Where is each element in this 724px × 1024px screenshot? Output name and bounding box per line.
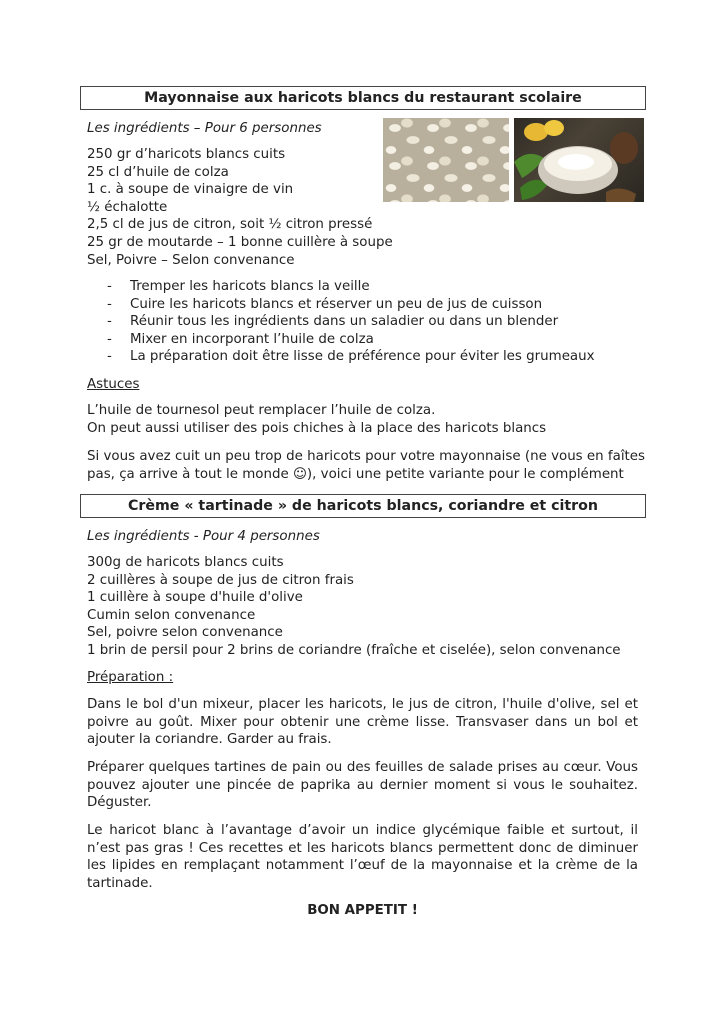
ingredient-line: 250 gr d’haricots blancs cuits [87,147,286,162]
closing-text: BON APPETIT ! [307,903,418,918]
ingredient-line: 25 cl d’huile de colza [87,164,229,180]
ingredient-line: 1 cuillère à soupe d'huile d'olive [87,590,303,606]
ingredient-line: 2,5 cl de jus de citron, soit ½ citron pressé [87,217,373,233]
recipe1-steps-list [87,278,595,366]
ingredient-line: 2 cuillères à soupe de jus de citron frais [87,572,354,588]
ingredient-line: Sel, Poivre – Selon convenance [87,252,295,268]
recipe1-ingredients-list [87,146,393,269]
prep-paragraph: Dans le bol d'un mixeur, placer les haricots, le jus de citron, l'huile d'olive, sel et poivre au goût. Mixer pour obtenir une crème lisse. Transvaser dans un bol et ajouter la coriandre. Garder au frais. [87,697,638,748]
step-item: - Réunir tous les ingrédients dans un saladier ou dans un blender [87,313,595,331]
step-item: - Mixer en incorporant l’huile de colza [87,331,595,349]
tips-heading: Astuces [87,377,140,392]
prep-paragraph: Préparer quelques tartines de pain ou des feuilles de salade prises au cœur. Vous pouvez ajouter une pincée de paprika au dernier moment si vous le souhaitez. Déguster. [87,760,638,811]
step-item: - Tremper les haricots blancs la veille [87,278,595,296]
tip-line: L’huile de tournesol peut remplacer l’huile de colza. [87,403,436,418]
ingredient-line: 300g de haricots blancs cuits [87,555,284,570]
recipe1-ingredients-heading: Les ingrédients – Pour 6 personnes [87,121,322,136]
ingredient-line: 25 gr de moutarde – 1 bonne cuillère à soupe [87,234,393,250]
transition-text [87,448,645,483]
tip-line: On peut aussi utiliser des pois chiches à la place des haricots blancs [87,420,547,436]
mayonnaise-photo [514,118,644,202]
recipe2-ingredients-heading: Les ingrédients - Pour 4 personnes [87,529,320,544]
recipe2-ingredients-list [87,554,621,660]
ingredient-line: Cumin selon convenance [87,607,256,623]
tips-text [87,402,546,437]
ingredient-line: Sel, poivre selon convenance [87,625,283,641]
recipe1-title: Mayonnaise aux haricots blancs du restaurant scolaire [80,86,646,110]
prep-paragraph: Le haricot blanc à l’avantage d’avoir un indice glycémique faible et surtout, il n’est pas gras ! Ces recettes et les haricots blancs permettent donc de diminuer les lipides en remplaçant notamment l’œuf de la mayonnaise et la crème de la tartinade. [87,823,638,891]
mayonnaise-bowl-icon [514,118,644,202]
white-beans-photo [383,118,509,202]
preparation-heading: Préparation : [87,670,174,685]
step-item: - Cuire les haricots blancs et réserver un peu de jus de cuisson [87,296,595,314]
recipe2-title: Crème « tartinade » de haricots blancs, coriandre et citron [80,494,646,518]
step-item: - La préparation doit être lisse de préférence pour éviter les grumeaux [87,348,595,366]
transition-line: Si vous avez cuit un peu trop de haricots pour votre mayonnaise (ne vous en faîtes [87,449,645,464]
transition-line: pas, ça arrive à tout le monde ☺), voici une petite variante pour le complément [87,466,624,482]
ingredient-line: 1 brin de persil pour 2 brins de coriandre (fraîche et ciselée), selon convenance [87,642,621,658]
ingredient-line: 1 c. à soupe de vinaigre de vin [87,182,294,198]
ingredient-line: ½ échalotte [87,199,168,215]
